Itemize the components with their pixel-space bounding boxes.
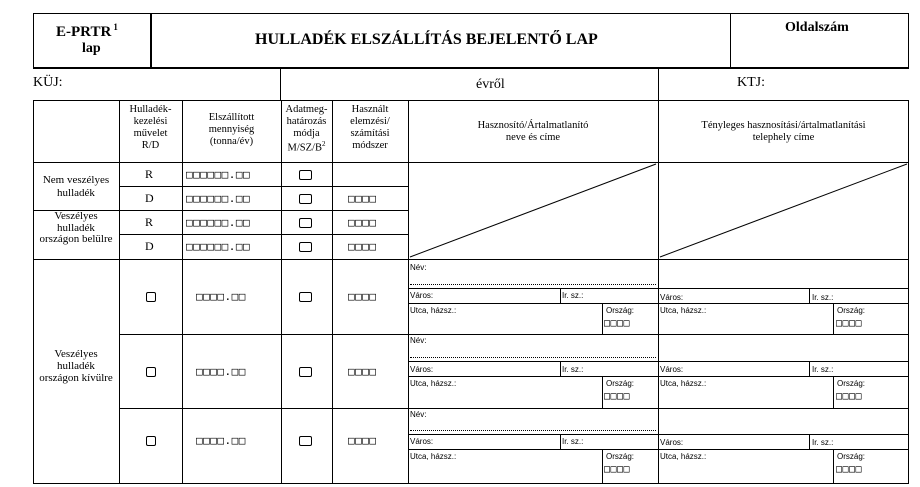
postcode-label: Ir. sz.: — [562, 291, 584, 300]
country-label: Ország: — [606, 379, 635, 388]
city-label: Város: — [410, 291, 434, 300]
method-checkbox[interactable] — [299, 367, 312, 377]
calc-method-field[interactable]: □□□□ — [348, 192, 377, 205]
operation-code-field[interactable] — [146, 436, 156, 446]
row-hazardous-abroad: Veszélyes hulladék országon kívülre — [39, 348, 113, 385]
kuj-field[interactable] — [70, 70, 275, 98]
country-code-field[interactable]: □□□□ — [604, 391, 631, 402]
quantity-field[interactable]: □□□□□□.□□ — [186, 240, 251, 253]
country-code-field[interactable]: □□□□ — [836, 391, 863, 402]
form-title: HULLADÉK ELSZÁLLÍTÁS BEJELENTŐ LAP — [255, 31, 598, 48]
city-label: Város: — [410, 437, 434, 446]
year-field[interactable] — [285, 70, 470, 98]
country-label: Ország: — [837, 306, 866, 315]
d-label: D — [145, 239, 154, 253]
col-quantity: Elszállított mennyiség (tonna/év) — [208, 112, 255, 148]
ktj-label: KTJ: — [737, 75, 765, 90]
page-number-label: Oldalszám — [785, 20, 849, 35]
country-code-field[interactable]: □□□□ — [604, 318, 631, 329]
name-label: Név: — [410, 336, 427, 345]
year-label: évről — [476, 77, 505, 92]
method-checkbox[interactable] — [299, 218, 312, 228]
street-label: Utca, házsz.: — [660, 452, 707, 461]
country-label: Ország: — [837, 452, 866, 461]
waste-table — [33, 100, 909, 484]
quantity-field[interactable]: □□□□□□.□□ — [186, 168, 251, 181]
city-label: Város: — [410, 365, 434, 374]
r-label: R — [145, 215, 154, 229]
name-label: Név: — [410, 410, 427, 419]
city-label: Város: — [660, 365, 684, 374]
method-checkbox[interactable] — [299, 170, 312, 180]
country-code-field[interactable]: □□□□ — [836, 464, 863, 475]
street-label: Utca, házsz.: — [660, 306, 707, 315]
city-label: Város: — [660, 293, 684, 302]
form-code-footnote: 1 — [113, 22, 118, 32]
country-label: Ország: — [606, 452, 635, 461]
r-label: R — [145, 167, 154, 181]
not-applicable-diagonal — [658, 162, 909, 259]
street-label: Utca, házsz.: — [660, 379, 707, 388]
col-recoverer: Hasznosító/Ártalmatlanító neve és címe — [477, 120, 589, 144]
calc-method-field[interactable]: □□□□ — [348, 240, 377, 253]
operation-code-field[interactable] — [146, 367, 156, 377]
postcode-label: Ir. sz.: — [562, 365, 584, 374]
col-site: Tényleges hasznosítási/ártalmatlanítási telephely címe — [701, 120, 866, 144]
quantity-field[interactable]: □□□□.□□ — [196, 365, 246, 378]
calc-method-field[interactable]: □□□□ — [348, 290, 377, 303]
d-label: D — [145, 191, 154, 205]
calc-method-field[interactable]: □□□□ — [348, 216, 377, 229]
form-code: E-PRTR $^1$ — [56, 22, 118, 40]
operation-code-field[interactable] — [146, 292, 156, 302]
method-checkbox[interactable] — [299, 292, 312, 302]
postcode-label: Ir. sz.: — [812, 365, 834, 374]
row-hazardous-domestic: Veszélyes hulladék országon belülre — [39, 210, 113, 246]
street-label: Utca, házsz.: — [410, 452, 457, 461]
method-checkbox[interactable] — [299, 242, 312, 252]
country-label: Ország: — [837, 379, 866, 388]
name-label: Név: — [410, 263, 427, 272]
form-code-suffix: lap — [82, 41, 101, 56]
country-code-field[interactable]: □□□□ — [836, 318, 863, 329]
kuj-label: KÜJ: — [33, 75, 63, 90]
col-calc-method: Használt elemzési/ számítási módszer — [350, 104, 390, 152]
col-operation: Hulladék- kezelési művelet R/D — [129, 104, 172, 152]
calc-method-field[interactable]: □□□□ — [348, 365, 377, 378]
street-label: Utca, házsz.: — [410, 306, 457, 315]
street-label: Utca, házsz.: — [410, 379, 457, 388]
calc-method-field[interactable]: □□□□ — [348, 434, 377, 447]
quantity-field[interactable]: □□□□.□□ — [196, 434, 246, 447]
postcode-label: Ir. sz.: — [562, 437, 584, 446]
country-label: Ország: — [606, 306, 635, 315]
country-code-field[interactable]: □□□□ — [604, 464, 631, 475]
ktj-field[interactable] — [770, 70, 905, 98]
postcode-label: Ir. sz.: — [812, 293, 834, 302]
method-checkbox[interactable] — [299, 194, 312, 204]
postcode-label: Ir. sz.: — [812, 438, 834, 447]
quantity-field[interactable]: □□□□□□.□□ — [186, 216, 251, 229]
quantity-field[interactable]: □□□□.□□ — [196, 290, 246, 303]
city-label: Város: — [660, 438, 684, 447]
method-checkbox[interactable] — [299, 436, 312, 446]
row-non-hazardous: Nem veszélyes hulladék — [42, 174, 110, 199]
not-applicable-diagonal — [408, 162, 658, 259]
method-footnote: 2 — [321, 140, 326, 149]
quantity-field[interactable]: □□□□□□.□□ — [186, 192, 251, 205]
col-method: Adatmeg- határozás módja $M/SZ/B^2$ — [285, 104, 328, 154]
